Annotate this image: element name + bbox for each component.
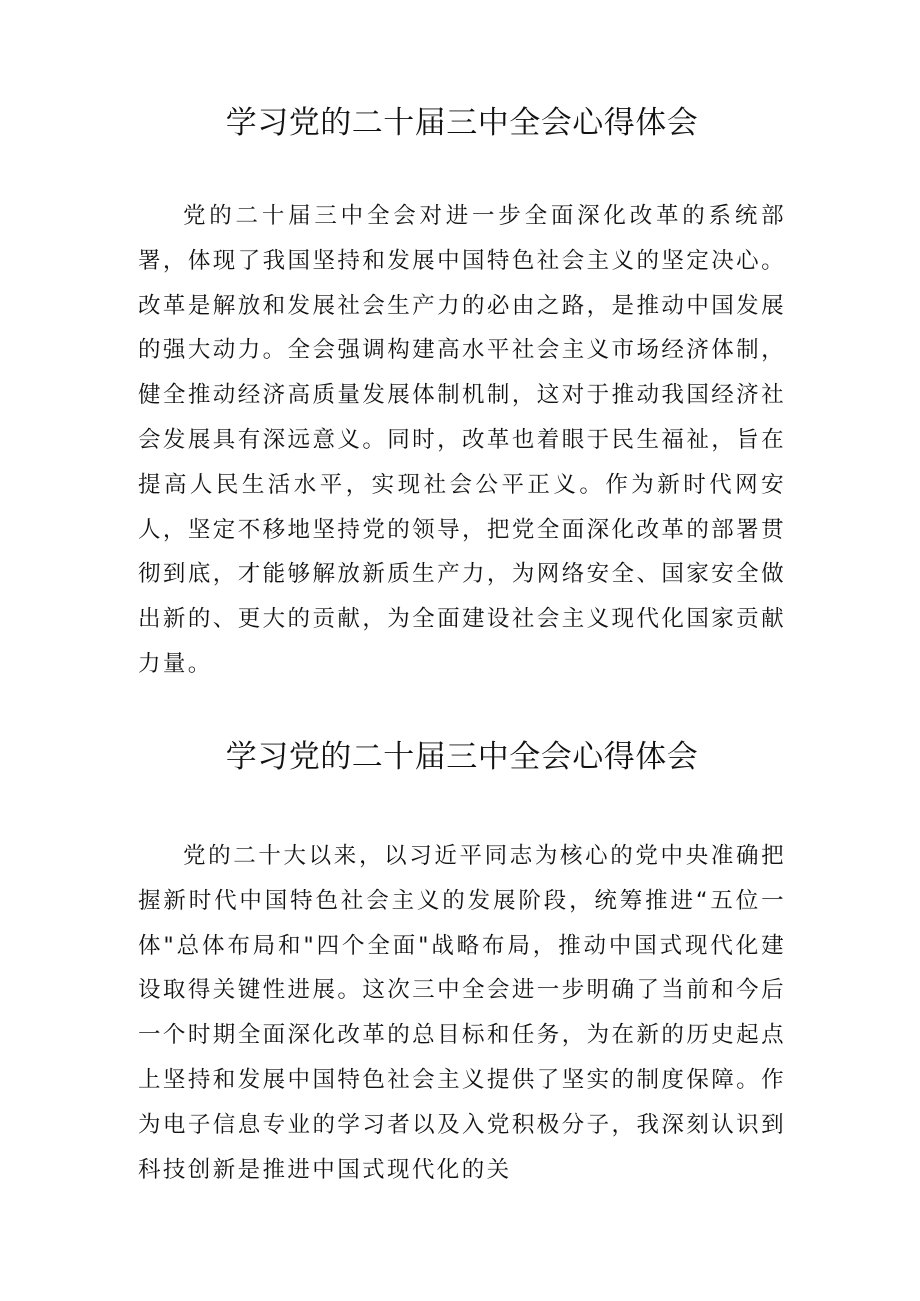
essay-section-2 (138, 730, 786, 1192)
essay-paragraph-2: 党的二十大以来，以习近平同志为核心的党中央准确把握新时代中国特色社会主义的发展阶段，统筹推进“五位一体"总体布局和"四个全面"战略布局，推动中国式现代化建设取得关键性进展。这次三中全会进一步明确了当前和今后一个时期全面深化改革的总目标和任务，为在新的历史起点上坚持和发展中国特色社会主义提供了坚实的制度保障。作为电子信息专业的学习者以及入党积极分子，我深刻认识到科技创新是推进中国式现代化的关 (138, 843, 786, 1183)
essay-section-1 (138, 96, 786, 687)
essay-title-2: 学习党的二十届三中全会心得体会 (225, 739, 699, 775)
essay-title-1: 学习党的二十届三中全会心得体会 (225, 105, 699, 141)
essay-paragraph-1: 党的二十届三中全会对进一步全面深化改革的系统部署，体现了我国坚持和发展中国特色社会主义的坚定决心。改革是解放和发展社会生产力的必由之路，是推动中国发展的强大动力。全会强调构建高水平社会主义市场经济体制，健全推动经济高质量发展体制机制，这对于推动我国经济社会发展具有深远意义。同时，改革也着眼于民生福祉，旨在提高人民生活水平，实现社会公平正义。作为新时代网安人，坚定不移地坚持党的领导，把党全面深化改革的部署贯彻到底，才能够解放新质生产力，为网络安全、国家安全做出新的、更大的贡献，为全面建设社会主义现代化国家贡献力量。 (138, 203, 786, 677)
